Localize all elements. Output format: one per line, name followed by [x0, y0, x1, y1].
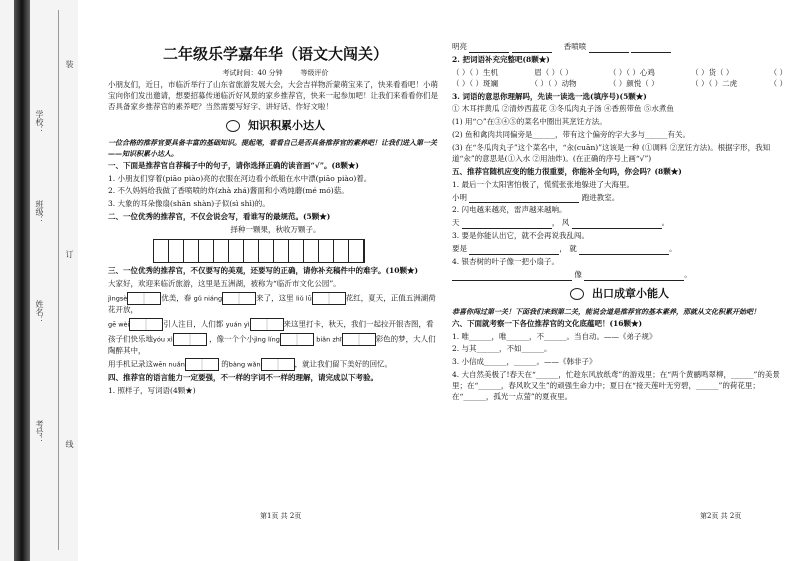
- r-q5-4: 4. 银杏树的叶子像一把小扇子。: [452, 256, 560, 266]
- page-number-1: 第1页 共 2页: [260, 512, 302, 520]
- cut-line: [58, 10, 59, 550]
- school-label: 学校：: [35, 110, 44, 134]
- r-q2-title: 2. 把词语补充完整吧(8颗★): [452, 54, 550, 64]
- page-number-2: 第2页 共 2页: [700, 512, 742, 520]
- r-q3-title: 3. 词语的意思你理解吗，先读一读选一选(填序号)(5颗★): [452, 91, 647, 101]
- r-q6-4: 4. 大自然美极了!春天在“______，忙趁东风放纸鸢”的游戏里；在“两个黄鹂鸣翠柳，______”的美景里；在“______，春风吹又生”的顽强生命力中；夏日在“接天莲叶无穷碧，______”的荷花里；在“______，孤光一点萤”的夏夜里。: [452, 370, 780, 401]
- idiom-row-1: （ ）（ ）生机 眉（ ）（ ） （ ）（ ）心鸡 （ ）货（ ） （ ）: [452, 67, 787, 77]
- copy-text: 择种一颗果，秋收万颗子。: [230, 225, 321, 235]
- q2-title: 二、一位优秀的推荐官，不仅会说会写，看谁写的最规范。(5颗★): [108, 212, 331, 222]
- q4-title: 四、推荐官的语言能力一定要强，不一样的字词不一样的理解，请完成以下考验。: [108, 373, 378, 383]
- r-q3-2: (2) 鱼和禽肉共同偏旁是______，带有这个偏旁的字大多与______有关。: [452, 130, 691, 140]
- exam-meta: [108, 68, 443, 78]
- passage-line-2: gē wèi 引人注目，人们都 yuán yì 来这里打卡，秋天，我们一起拉开银杏图，看: [108, 318, 443, 331]
- q1-item-2: 2. 不久妈妈给我做了香喷喷的炸(zhà zhá)酱面和小鸡炖蘑(mé mó)菇。: [108, 186, 349, 196]
- section-2-title: 出口成章小能人: [452, 286, 787, 302]
- mascot-icon: [226, 120, 240, 132]
- section-2-intro: 恭喜你闯过第一关！下面我们来到第二关，能说会道是推荐官的基本素养，那就从文化积累开始吧！: [452, 306, 760, 316]
- grade-label: 等级评价: [300, 68, 329, 77]
- passage-line-1: jìngsè 优美，春 gǔ niáng 来了，这里 liǔ lǜ 花红，夏天，正值五洲湖荷花开放，: [108, 293, 436, 314]
- word-examples: 明亮 香喷喷: [452, 42, 787, 53]
- q1-title: 一、下面是推荐官自荐稿子中的句子，请你选择正确的读音画“√”。(8颗★): [108, 160, 359, 170]
- r-q5-4-answer: 像 。: [452, 270, 787, 281]
- r-q3-3: (3) 在“冬瓜肉丸子”这个菜名中，“汆(cuān)”这该是一种 (①调料 ②烹饪方法)。根据字形，我知道“汆”的意思是(①入水 ②用油炸)。(在正确的序号上画“√”): [452, 143, 771, 163]
- exam-intro: 小朋友们，近日，市临沂举行了山东省旅游发展大会，大会吉祥物沂蒙萌宝来了，快来看看吧！小萌宝向你们发出邀请，想要招募传递临沂好风景的家乡推荐官，快来一起参加吧！让我们来看看你们是否具备家乡推荐官的素养吧？当然需要写好字、讲好话、作好文啦！: [108, 79, 438, 111]
- passage-line-3: 孩子们快乐地yóu xì ，像一个个小jìng líng biǎn zhī 彩色的梦，大人们陶醉其中，: [108, 334, 436, 355]
- q3-title: 三、一位优秀的推荐官，不仅要写的美观，还要写的正确，请你补充稿件中的难字。(10颗★): [108, 265, 419, 275]
- r-q6-2: 2. 与其______，不如______。: [452, 344, 552, 354]
- r-q5-3: 3. 要是你能认出它，就不会再说我乱闯。: [452, 231, 590, 241]
- passage-1: 大家好，欢迎来临沂旅游，这里是五洲湖，被称为“临沂市文化公园”。: [108, 278, 341, 288]
- r-q3-1: (1) 用“○”在③④⑤的菜名中圈出其烹饪方法。: [452, 117, 607, 127]
- q4-item-1: 1. 照样子，写词语(4颗★): [108, 386, 196, 396]
- r-q5-title: 五、推荐官随机应变的能力很重要，你能补全句吗，你会吗？(8颗★): [452, 166, 682, 176]
- r-q5-1: 1. 最后一个太阳害怕极了，慌慌张张地躲进了大海里。: [452, 179, 635, 189]
- exam-time: 考试时间：40 分钟: [222, 68, 283, 77]
- right-page: [452, 40, 787, 405]
- binding-bar: [14, 0, 30, 561]
- exam-title: 二年级乐学嘉年华（语文大闯关）: [162, 45, 388, 63]
- r-q6-1: 1. 唯______，唯______，不______。当自动。——《弟子规》: [452, 331, 657, 341]
- mark-ding: 订: [65, 250, 74, 258]
- r-q6-3: 3. 小信成______，______。——《韩非子》: [452, 357, 597, 367]
- passage-line-4: 用手机记录这wēn nuǎn 的bàng wǎn ，就让我们留下美好的回忆。: [108, 358, 443, 371]
- id-label: 考号：: [35, 420, 44, 444]
- q1-item-3: 3. 大象的耳朵像扇(shān shàn)子似(sì shì)的。: [108, 199, 270, 209]
- binding-strip: [0, 0, 78, 561]
- idiom-row-2: （ ）（ ）斑斓 （ ）（ ）动物 （ ）颜悦（ ） （ ）（ ）二虎 （ ）: [452, 78, 787, 88]
- mascot-icon: [570, 288, 584, 300]
- mark-zhuang: 装: [65, 60, 74, 68]
- r-q5-2-answer: 天 ， 风 。: [452, 218, 670, 228]
- mark-xian: 线: [65, 440, 74, 448]
- r-q5-3-answer: 要是 ， 就 。: [452, 244, 677, 253]
- r-q5-1-answer: 小明 跑进教室。: [452, 192, 620, 202]
- copy-grid[interactable]: [153, 239, 365, 263]
- dish-options: ① 木耳拌黄瓜 ②清炒西蓝花 ③冬瓜肉丸子汤 ④香煎带鱼 ⑤水煮鱼: [452, 104, 674, 114]
- section-1-intro: 一位合格的推荐官要具备丰富的基础知识。提起笔，看看自己是否具备推荐官的素养吧！让我们进入第一关——知识积累小达人。: [108, 138, 437, 158]
- section-1-title: 知识积累小达人: [108, 118, 443, 134]
- r-q5-2: 2. 闪电越来越亮，雷声越来越响。: [452, 205, 567, 215]
- class-label: 班级：: [35, 200, 44, 224]
- r-q6-title: 六、下面就考察一下各位推荐官的文化底蕴吧！(16颗★): [452, 318, 643, 328]
- name-label: 姓名：: [35, 300, 44, 324]
- left-page: [108, 40, 443, 399]
- q1-item-1: 1. 小朋友们穿着(piāo piào)亮的衣服在河边看小纸船在水中漂(piāo piào)着。: [108, 173, 372, 183]
